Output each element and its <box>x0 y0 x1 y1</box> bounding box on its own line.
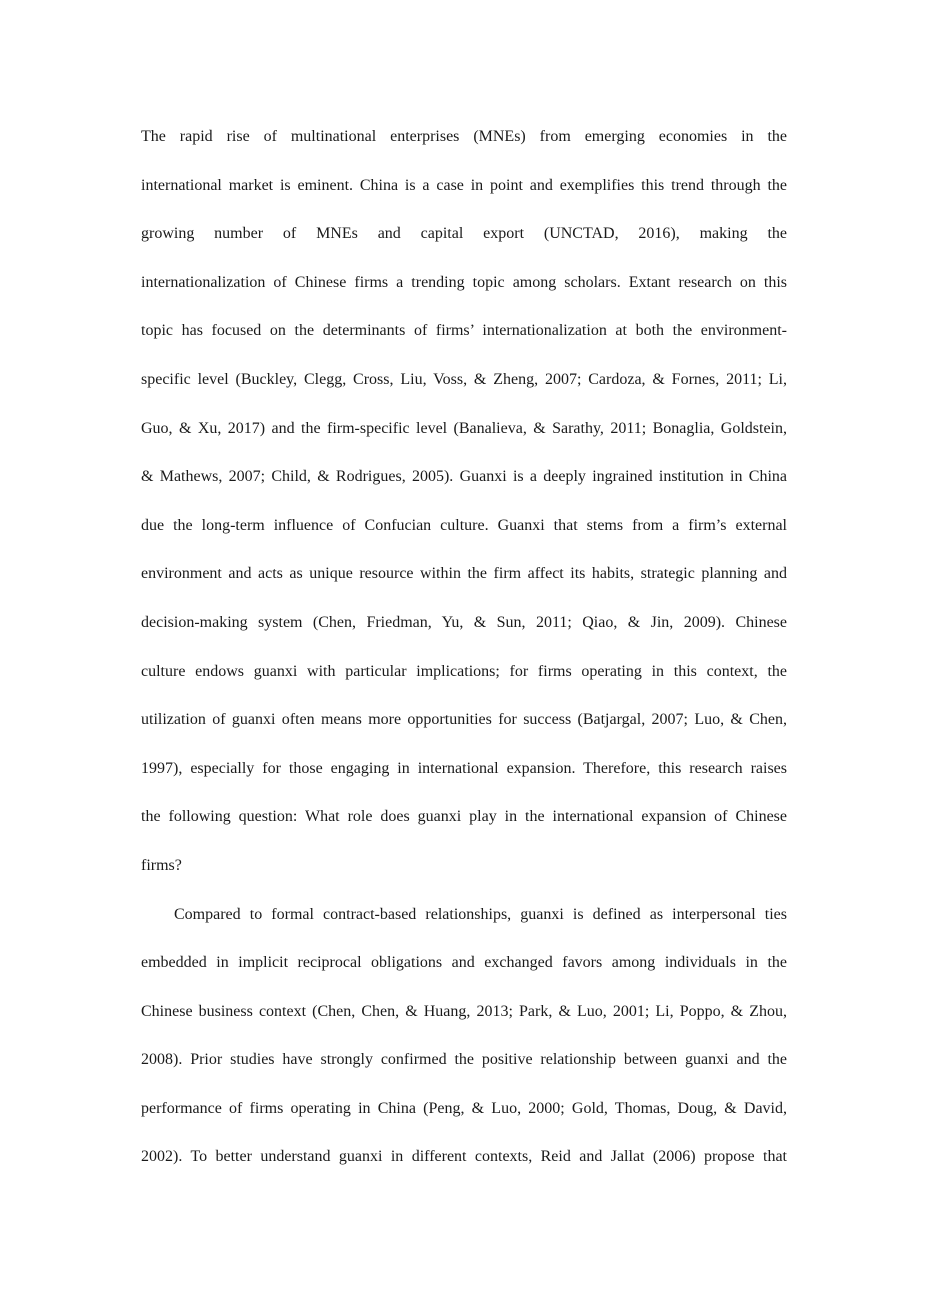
text-line: international market is eminent. China is a case in point and exemplifies this trend through the <box>141 176 787 194</box>
text-line: 2002). To better understand guanxi in different contexts, Reid and Jallat (2006) propose that <box>141 1148 787 1166</box>
text-line: & Mathews, 2007; Child, & Rodrigues, 2005). Guanxi is a deeply ingrained institution in China <box>141 468 787 486</box>
paragraph-2 <box>141 891 787 1183</box>
text-line: decision-making system (Chen, Friedman, Yu, & Sun, 2011; Qiao, & Jin, 2009). Chinese <box>141 613 787 631</box>
text-line: 2008). Prior studies have strongly confirmed the positive relationship between guanxi and the <box>141 1051 787 1069</box>
paragraph-1 <box>141 113 787 891</box>
text-line: The rapid rise of multinational enterprises (MNEs) from emerging economies in the <box>141 128 787 145</box>
text-line: internationalization of Chinese firms a trending topic among scholars. Extant research on this <box>141 273 787 291</box>
text-line: Chinese business context (Chen, Chen, & Huang, 2013; Park, & Luo, 2001; Li, Poppo, & Zhou, <box>141 1002 787 1020</box>
text-line: growing number of MNEs and capital export (UNCTAD, 2016), making the <box>141 225 787 243</box>
document-body <box>141 113 787 1182</box>
text-line: due the long-term influence of Confucian culture. Guanxi that stems from a firm’s external <box>141 516 787 534</box>
text-line: Guo, & Xu, 2017) and the firm-specific level (Banalieva, & Sarathy, 2011; Bonaglia, Goldstein, <box>141 419 787 437</box>
text-line: embedded in implicit reciprocal obligations and exchanged favors among individuals in the <box>141 954 787 972</box>
text-line: environment and acts as unique resource within the firm affect its habits, strategic planning and <box>141 565 787 583</box>
text-line: 1997), especially for those engaging in international expansion. Therefore, this research raises <box>141 759 787 777</box>
text-line: specific level (Buckley, Clegg, Cross, Liu, Voss, & Zheng, 2007; Cardoza, & Fornes, 2011; Li, <box>141 370 787 388</box>
text-line: culture endows guanxi with particular implications; for firms operating in this context, the <box>141 662 787 680</box>
text-line: firms? <box>141 856 182 874</box>
text-line: performance of firms operating in China (Peng, & Luo, 2000; Gold, Thomas, Doug, & David, <box>141 1099 787 1117</box>
text-line: utilization of guanxi often means more opportunities for success (Batjargal, 2007; Luo, & Chen, <box>141 711 787 729</box>
text-line: Compared to formal contract-based relationships, guanxi is defined as interpersonal ties <box>174 905 787 923</box>
text-line: the following question: What role does guanxi play in the international expansion of Chinese <box>141 808 787 826</box>
text-line: topic has focused on the determinants of firms’ internationalization at both the environment- <box>141 322 787 340</box>
